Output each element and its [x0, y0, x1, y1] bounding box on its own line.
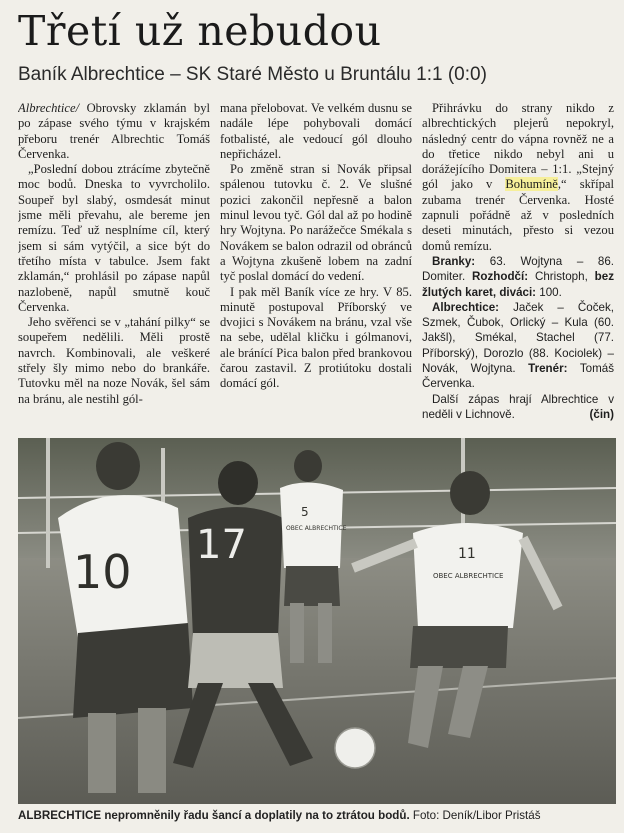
jersey-number: 5: [301, 505, 309, 519]
paragraph: Jeho svěřenci se v „tahání pilky“ se soupeřem nedělili. Měli prostě navrch. Kombinovali, ale veškeré střely šly mimo nebo do brankáře. Tutovku měl na noze Novák, šel sám na bránu, ale nestihl gól-: [18, 315, 210, 406]
dateline-place: Albrechtice/: [18, 101, 80, 115]
jersey-sponsor-text: OBEC ALBRECHTICE: [286, 525, 347, 532]
referee-text: Christoph,: [534, 270, 588, 284]
match-facts-goals: [422, 254, 614, 300]
match-photo: [18, 438, 616, 804]
article-column-1: [18, 101, 210, 434]
paragraph: „Poslední dobou ztrácíme zbytečně moc bodů. Dneska to vyvrcholilo. Soupeř byl slabý, osmdesát minut jsme měli převahu, ale bereme jen remízu. Teď už nesplníme cíl, který jsem si sám vytýčil, a sice být do třetího místa v tabulce. Jsem fakt zklamán,“ prohlásil po zápase napůl nazlobeně, napůl smutně kouč Červenka.: [18, 162, 210, 314]
next-match: [422, 392, 614, 423]
headline: Třetí už nebudou: [18, 7, 382, 55]
highlighted-word: Bohumíně: [505, 177, 558, 192]
jersey-number: 11: [458, 546, 476, 562]
football: [335, 728, 375, 768]
caption-lead: ALBRECHTICE: [18, 809, 102, 822]
caption-text: nepromněnily řadu šancí a doplatily na to ztrátou bodů.: [104, 809, 410, 822]
photo-credit: Foto: Deník/Libor Pristáš: [412, 809, 541, 822]
photo-caption: [18, 808, 618, 824]
goals-text: 63. Wojtyna – 86. Domiter.: [422, 254, 614, 284]
subhead-match-result: Baník Albrechtice – SK Staré Město u Bruntálu 1:1 (0:0): [18, 64, 487, 85]
coach-label: Trenér:: [528, 362, 568, 376]
paragraph-text: ,“ skřípal zubama trenér Červenka. Hosté zapnuli pořádně až v posledních deseti minutách, přesto si vezou domů remízu.: [422, 177, 614, 253]
match-photo-illustration: [18, 438, 616, 804]
coach-text: Tomáš Červenka.: [422, 362, 614, 391]
attendance-value: 100.: [539, 285, 562, 299]
paragraph: mana přelobovat. Ve velkém dusnu se nadále lépe pohybovali domácí fotbalisté, ale vedoucí gól dlouho nepřicházel.: [220, 101, 412, 161]
lineup-text: Jaček – Čoček, Szmek, Čubok, Orlický – Kula (60. Jakšl), Smékal, Stachel (77. Příborský), Dorozlo (88. Kociolek) – Novák, Wojtyna.: [422, 300, 614, 376]
author-signature: (čin): [589, 407, 614, 421]
paragraph: I pak měl Baník více ze hry. V 85. minutě postupoval Příborský ve dvojici s Novákem na bránu, vzal vše na sebe, udělal kličku i gólmanovi, ale bránící Pica balon před brankovou čarou zastavil. Z protiútoku dostali domácí gól.: [220, 284, 412, 391]
goals-label: Branky:: [432, 254, 476, 268]
lineup-label: Albrechtice:: [432, 300, 500, 314]
paragraph: [18, 101, 210, 162]
referee-label: Rozhodčí:: [472, 270, 529, 284]
article-body: [18, 101, 616, 434]
paragraph-text: Přihrávku do strany nikdo z albrechtických plejerů nepokryl, následný centr do vápna rovněž ne a do třetice nikdo nebyl ani u dorážejícího Domitera – 1:1. „Stejný gól jako v: [422, 101, 614, 192]
cards-label: bez žlutých karet, diváci:: [422, 270, 614, 299]
paragraph: Po změně stran si Novák připsal spálenou tutovku č. 2. Ve slušné pozici zakončil nepřesně a balon minul levou tyč. Gól dal až po hodině hry Wojtyna. Po narážečce Smékala s Novákem se balon odrazil od obránců a Wojtyna zkušeně lobem na zadní tyč poslal domácí do vedení.: [220, 162, 412, 284]
match-facts-lineup: [422, 300, 614, 392]
paragraph-text: Obrovsky zklamán byl po zápase svého týmu v krajském přeboru trenér Albrechtic Tomáš Červenka.: [18, 101, 210, 161]
paragraph: [422, 101, 614, 254]
article-column-3: [422, 101, 614, 434]
jersey-number: 17: [196, 522, 247, 568]
jersey-sponsor-text: OBEC ALBRECHTICE: [433, 572, 504, 580]
next-match-text: Další zápas hrají Albrechtice v neděli v Lichnově.: [422, 392, 614, 421]
jersey-number: 10: [73, 545, 132, 599]
article-column-2: [220, 101, 412, 434]
